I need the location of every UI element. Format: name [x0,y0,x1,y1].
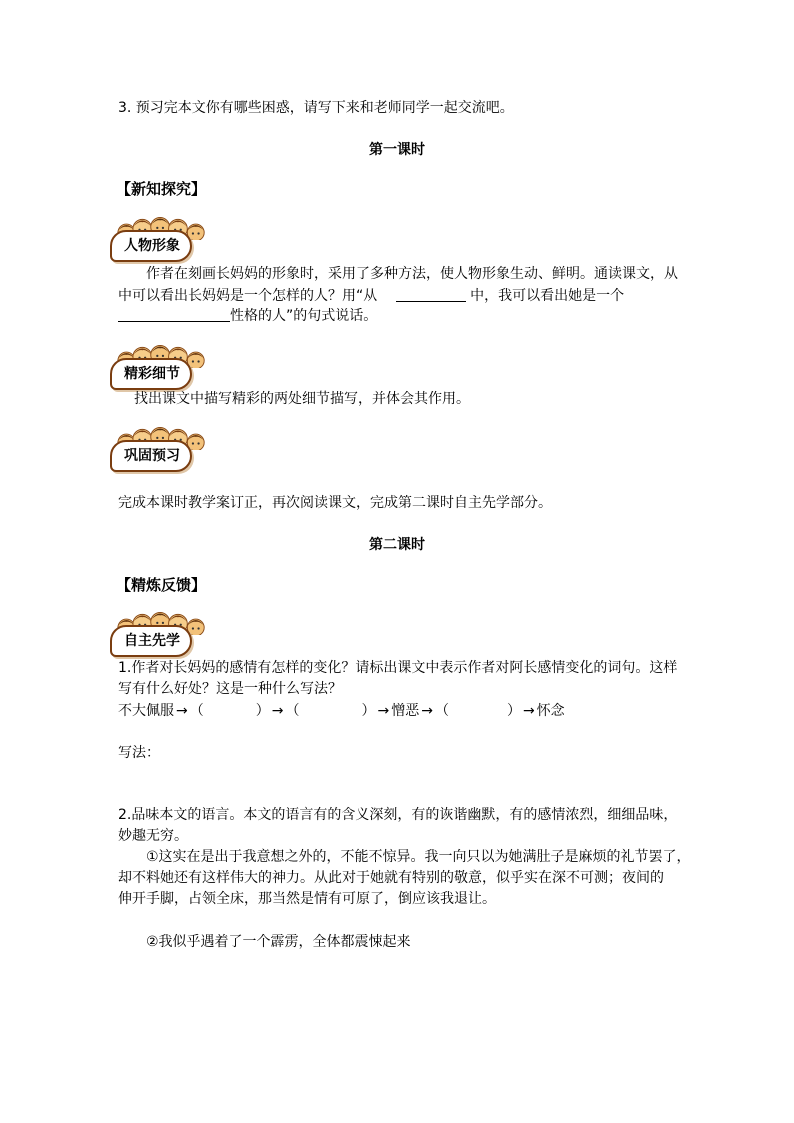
badge-self-study [108,605,208,657]
example-1-line3: 伸开手脚，占领全床，那当然是情有可原了，倒应该我退让。 [118,891,496,907]
character-text-line2-a: 中可以看出长妈妈是一个怎样的人？用“从 [118,288,378,304]
feeling-chain [118,701,565,721]
badge-detail [108,338,208,390]
badge-review-label: 巩固预习 [110,440,192,472]
chain-open-1: （ [189,703,204,719]
lesson-2-title: 第二课时 [369,537,425,553]
arrow-icon: → [522,703,535,719]
q1-line1: 1.作者对长妈妈的感情有怎样的变化？请标出课文中表示作者对阿长感情变化的词句。这样 [118,660,678,676]
chain-start: 不大佩服 [118,703,174,719]
q2-line2: 妙趣无穷。 [118,828,188,844]
fill-blank[interactable] [396,287,466,302]
chain-close-1: ） [255,703,270,719]
arrow-icon: → [271,703,284,719]
fill-blank[interactable] [118,307,230,322]
badge-review [108,420,208,472]
badge-self-study-label: 自主先学 [110,625,192,657]
badge-character [108,210,208,262]
arrow-icon: → [377,703,390,719]
writing-label: 写法： [118,745,160,761]
chain-open-2: （ [285,703,300,719]
q2-line1: 2.品味本文的语言。本文的语言有的含义深刻，有的诙谐幽默，有的感情浓烈，细细品味， [118,807,678,823]
character-text-line2 [118,286,624,306]
badge-detail-label: 精彩细节 [110,358,192,390]
section-heading-practice: 【精炼反馈】 [116,576,207,594]
question-3: 3. 预习完本文你有哪些困惑，请写下来和老师同学一起交流吧。 [118,100,514,116]
chain-open-3: （ [434,703,449,719]
character-text-line3 [118,306,377,326]
chain-close-3: ） [506,703,521,719]
lesson-1-title: 第一课时 [369,142,425,158]
example-1-line1: ①这实在是出于我意想之外的，不能不惊异。我一向只以为她满肚子是麻烦的礼节罢了， [146,849,691,865]
chain-end: 怀念 [536,703,565,719]
chain-close-2: ） [361,703,376,719]
q1-line2: 写有什么好处？这是一种什么写法？ [118,681,342,697]
character-text-line2-b: 中，我可以看出她是一个 [470,288,625,304]
character-text-line3-text: 性格的人”的句式说话。 [230,308,378,324]
character-text-line1: 作者在刻画长妈妈的形象时，采用了多种方法，使人物形象生动、鲜明。通读课文，从 [146,266,678,282]
chain-mid: 憎恶 [391,703,420,719]
arrow-icon: → [176,703,188,719]
example-1-line2: 却不料她还有这样伟大的神力。从此对于她就有特别的敬意，似乎实在深不可测；夜间的 [118,870,664,886]
example-2: ②我似乎遇着了一个霹雳，全体都震悚起来 [146,934,411,950]
review-text: 完成本课时教学案订正，再次阅读课文，完成第二课时自主先学部分。 [118,495,552,511]
badge-character-label: 人物形象 [110,230,192,262]
section-heading-new-knowledge: 【新知探究】 [116,180,207,198]
detail-text: 找出课文中描写精彩的两处细节描写，并体会其作用。 [134,391,470,407]
arrow-icon: → [421,703,433,719]
